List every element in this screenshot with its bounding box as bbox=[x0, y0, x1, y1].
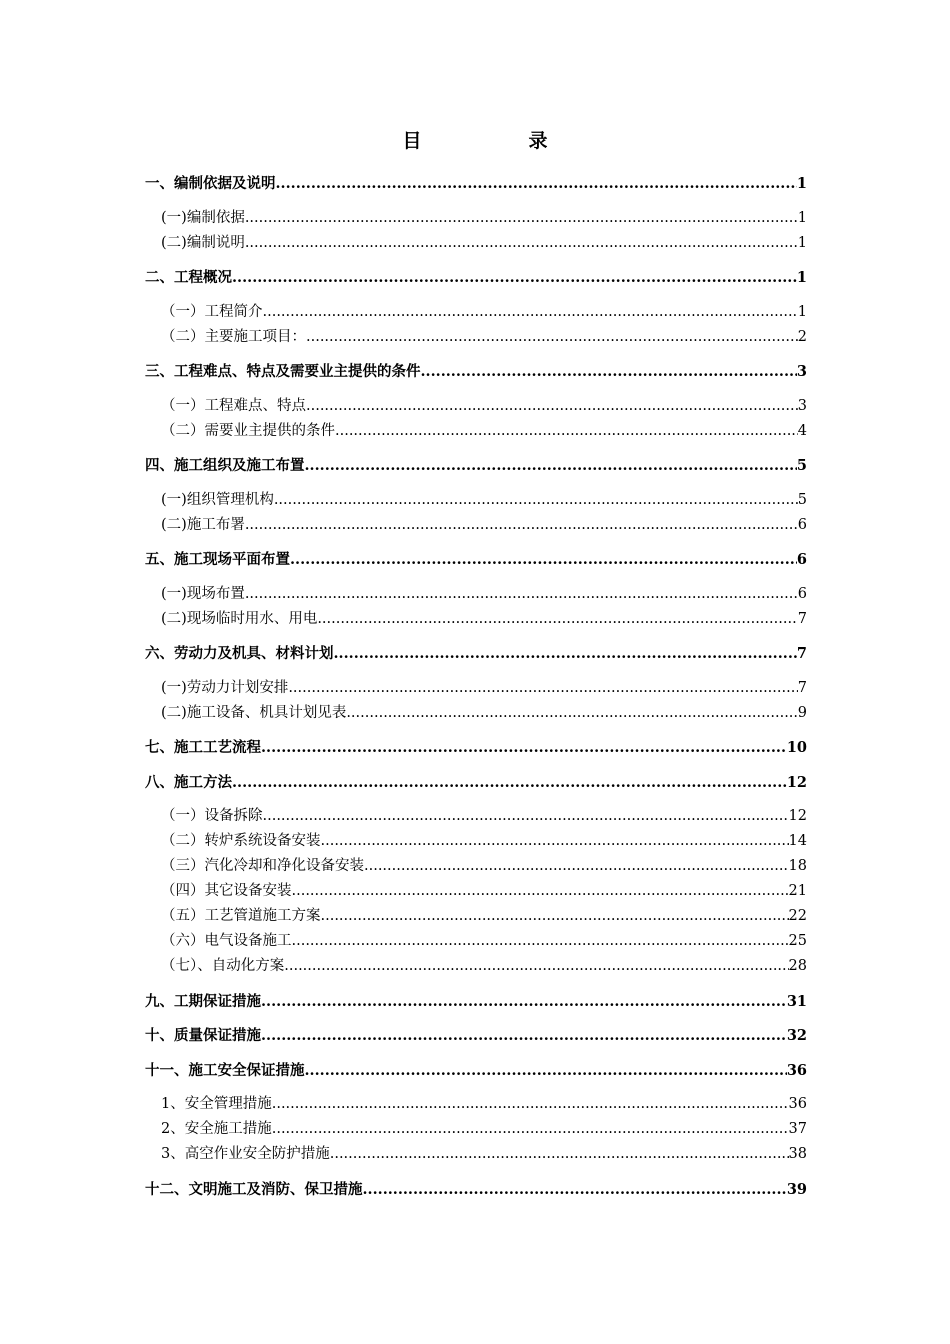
toc-entry-label: （二）转炉系统设备安装 bbox=[161, 833, 321, 849]
toc-page-number: 21 bbox=[788, 883, 807, 899]
toc-entry-label: 十、质量保证措施 bbox=[145, 1027, 261, 1044]
toc-entry-label: （六）电气设备施工 bbox=[161, 933, 292, 949]
toc-entry-label: （七）、自动化方案 bbox=[161, 958, 285, 974]
toc-entry-label: （二）主要施工项目： bbox=[161, 328, 306, 345]
toc-entry-chapter[interactable] bbox=[145, 265, 807, 290]
toc-entry-label: 九、工期保证措施 bbox=[145, 992, 261, 1010]
toc-entry-chapter[interactable] bbox=[145, 359, 807, 384]
toc-dot-leader bbox=[276, 171, 797, 196]
toc-entry-label: 八、施工方法 bbox=[145, 773, 232, 791]
toc-dot-leader bbox=[317, 607, 797, 632]
toc-entry-section[interactable] bbox=[145, 513, 807, 538]
toc-entry-chapter[interactable] bbox=[145, 735, 807, 760]
toc-entry-label: 六、劳动力及机具、材料计划 bbox=[145, 645, 334, 662]
toc-entry-section[interactable] bbox=[145, 394, 807, 419]
toc-entry-label: 三、工程难点、特点及需要业主提供的条件 bbox=[145, 363, 421, 380]
toc-dot-leader bbox=[245, 231, 798, 256]
toc-page-number: 28 bbox=[788, 958, 807, 974]
toc-entry-section[interactable] bbox=[145, 676, 807, 701]
toc-entry-section[interactable] bbox=[145, 206, 807, 231]
toc-page-number: 5 bbox=[797, 491, 807, 508]
toc-entry-section[interactable] bbox=[145, 300, 807, 325]
toc-entry-section[interactable] bbox=[145, 701, 807, 726]
toc-dot-leader bbox=[288, 676, 797, 701]
toc-entry-chapter[interactable] bbox=[145, 547, 807, 572]
toc-page-number: 2 bbox=[797, 328, 807, 345]
toc-entry-section[interactable] bbox=[145, 904, 807, 929]
toc-dot-leader bbox=[305, 453, 797, 478]
toc-dot-leader bbox=[292, 929, 789, 954]
toc-entry-label: 1、安全管理措施 bbox=[161, 1096, 272, 1112]
toc-dot-leader bbox=[306, 325, 798, 350]
toc-entry-label: （一）设备拆除 bbox=[161, 808, 263, 824]
toc-dot-leader bbox=[263, 300, 798, 325]
toc-entry-label: (二)现场临时用水、用电 bbox=[161, 610, 318, 627]
toc-page-number: 7 bbox=[797, 610, 807, 627]
toc-page-number: 1 bbox=[797, 209, 807, 226]
toc-entry-section[interactable] bbox=[145, 488, 807, 513]
toc-page-number: 36 bbox=[788, 1096, 807, 1112]
toc-dot-leader bbox=[261, 989, 787, 1014]
toc-entry-label: （一）工程简介 bbox=[161, 303, 263, 320]
toc-dot-leader bbox=[321, 904, 789, 929]
toc-entry-chapter[interactable] bbox=[145, 1023, 807, 1048]
toc-page-number: 6 bbox=[797, 585, 807, 602]
toc-dot-leader bbox=[272, 1117, 789, 1142]
toc-entry-chapter[interactable] bbox=[145, 453, 807, 478]
toc-entry-label: 二、工程概况 bbox=[145, 269, 232, 286]
toc-entry-label: (二)施工布署 bbox=[161, 516, 245, 533]
toc-page-number: 25 bbox=[788, 933, 807, 949]
toc-dot-leader bbox=[245, 206, 798, 231]
toc-entry-label: 一、编制依据及说明 bbox=[145, 175, 276, 192]
toc-dot-leader bbox=[334, 641, 797, 666]
toc-entry-chapter[interactable] bbox=[145, 1177, 807, 1202]
toc-entry-section[interactable] bbox=[145, 804, 807, 829]
toc-entry-section[interactable] bbox=[145, 854, 807, 879]
toc-page-number: 10 bbox=[786, 739, 807, 756]
toc-entry-label: 2、安全施工措施 bbox=[161, 1121, 272, 1137]
toc-dot-leader bbox=[321, 829, 789, 854]
toc-dot-leader bbox=[305, 1058, 787, 1083]
toc-entry-label: (二)施工设备、机具计划见表 bbox=[161, 704, 347, 721]
toc-page-number: 32 bbox=[786, 1027, 807, 1044]
toc-dot-leader bbox=[274, 488, 798, 513]
toc-entry-section[interactable] bbox=[145, 582, 807, 607]
toc-dot-leader bbox=[306, 394, 798, 419]
toc-entry-label: （二）需要业主提供的条件 bbox=[161, 422, 335, 439]
toc-dot-leader bbox=[284, 954, 788, 979]
toc-entry-chapter[interactable] bbox=[145, 171, 807, 196]
toc-entry-section[interactable] bbox=[145, 879, 807, 904]
toc-entry-chapter[interactable] bbox=[145, 770, 807, 795]
toc-dot-leader bbox=[232, 770, 787, 795]
toc-entry-label: (一)现场布置 bbox=[161, 585, 245, 602]
toc-entry-label: （一）工程难点、特点 bbox=[161, 397, 306, 414]
toc-page-number: 3 bbox=[797, 397, 807, 414]
toc-entry-label: （四）其它设备安装 bbox=[161, 883, 292, 899]
toc-entry-label: 七、施工工艺流程 bbox=[145, 739, 261, 756]
toc-entry-label: (一)劳动力计划安排 bbox=[161, 679, 289, 696]
toc-page-number: 18 bbox=[788, 858, 807, 874]
toc-dot-leader bbox=[272, 1092, 789, 1117]
toc-page-number: 1 bbox=[796, 175, 807, 192]
toc-dot-leader bbox=[232, 265, 797, 290]
toc-dot-leader bbox=[292, 879, 789, 904]
toc-dot-leader bbox=[346, 701, 797, 726]
toc-page-number: 9 bbox=[797, 704, 807, 721]
toc-entry-label: (二)编制说明 bbox=[161, 234, 245, 251]
toc-entry-label: (一)编制依据 bbox=[161, 209, 245, 226]
toc-dot-leader bbox=[245, 513, 798, 538]
toc-page-number: 22 bbox=[788, 908, 807, 924]
toc-page-number: 39 bbox=[786, 1180, 807, 1198]
toc-entry-label: (一)组织管理机构 bbox=[161, 491, 274, 508]
toc-page-number: 12 bbox=[788, 808, 807, 824]
toc-page-number: 12 bbox=[786, 773, 807, 791]
toc-page-number: 3 bbox=[796, 363, 807, 380]
toc-entry-section[interactable] bbox=[145, 607, 807, 632]
toc-entry-label: 十一、施工安全保证措施 bbox=[145, 1061, 305, 1079]
toc-page-number: 7 bbox=[797, 679, 807, 696]
toc-page-number: 36 bbox=[786, 1061, 807, 1079]
toc-dot-leader bbox=[335, 419, 798, 444]
toc-page-number: 38 bbox=[788, 1146, 807, 1162]
toc-entry-section[interactable] bbox=[145, 325, 807, 350]
toc-page-number: 37 bbox=[788, 1121, 807, 1137]
toc-page-number: 6 bbox=[797, 516, 807, 533]
toc-page-number: 7 bbox=[796, 645, 807, 662]
toc-page-number: 6 bbox=[796, 551, 807, 568]
toc-entry-label: 四、施工组织及施工布置 bbox=[145, 457, 305, 474]
toc-entry-section[interactable] bbox=[145, 231, 807, 256]
toc-entry-section[interactable] bbox=[145, 954, 807, 979]
toc-entry-chapter[interactable] bbox=[145, 1058, 807, 1083]
toc-entry-label: 五、施工现场平面布置 bbox=[145, 551, 290, 568]
toc-entry-section[interactable] bbox=[145, 829, 807, 854]
toc-page-number: 1 bbox=[797, 234, 807, 251]
toc-dot-leader bbox=[261, 735, 787, 760]
toc-page-number: 31 bbox=[786, 992, 807, 1010]
toc-entry-section[interactable] bbox=[145, 1117, 807, 1142]
toc-page-number: 1 bbox=[796, 269, 807, 286]
toc-page-number: 5 bbox=[796, 457, 807, 474]
toc-entry-chapter[interactable] bbox=[145, 641, 807, 666]
toc-entry-section[interactable] bbox=[145, 929, 807, 954]
toc-entry-chapter[interactable] bbox=[145, 989, 807, 1014]
toc-dot-leader bbox=[363, 1177, 787, 1202]
toc-page-number: 1 bbox=[797, 303, 807, 320]
toc-entry-label: （三）汽化冷却和净化设备安装 bbox=[161, 858, 364, 874]
toc-dot-leader bbox=[261, 1023, 787, 1048]
toc-page-number: 14 bbox=[788, 833, 807, 849]
toc-page-number: 4 bbox=[797, 422, 807, 439]
toc-dot-leader bbox=[245, 582, 798, 607]
table-of-contents bbox=[145, 171, 807, 1202]
toc-entry-label: 十二、文明施工及消防、保卫措施 bbox=[145, 1180, 363, 1198]
toc-dot-leader bbox=[364, 854, 789, 879]
toc-entry-section[interactable] bbox=[145, 1092, 807, 1117]
toc-dot-leader bbox=[421, 359, 797, 384]
toc-entry-label: （五）工艺管道施工方案 bbox=[161, 908, 321, 924]
toc-dot-leader bbox=[330, 1142, 789, 1167]
toc-title: 目 录 bbox=[402, 130, 592, 152]
toc-dot-leader bbox=[263, 804, 789, 829]
toc-entry-section[interactable] bbox=[145, 419, 807, 444]
toc-entry-section[interactable] bbox=[145, 1142, 807, 1167]
toc-entry-label: 3、高空作业安全防护措施 bbox=[161, 1146, 330, 1162]
toc-dot-leader bbox=[290, 547, 797, 572]
